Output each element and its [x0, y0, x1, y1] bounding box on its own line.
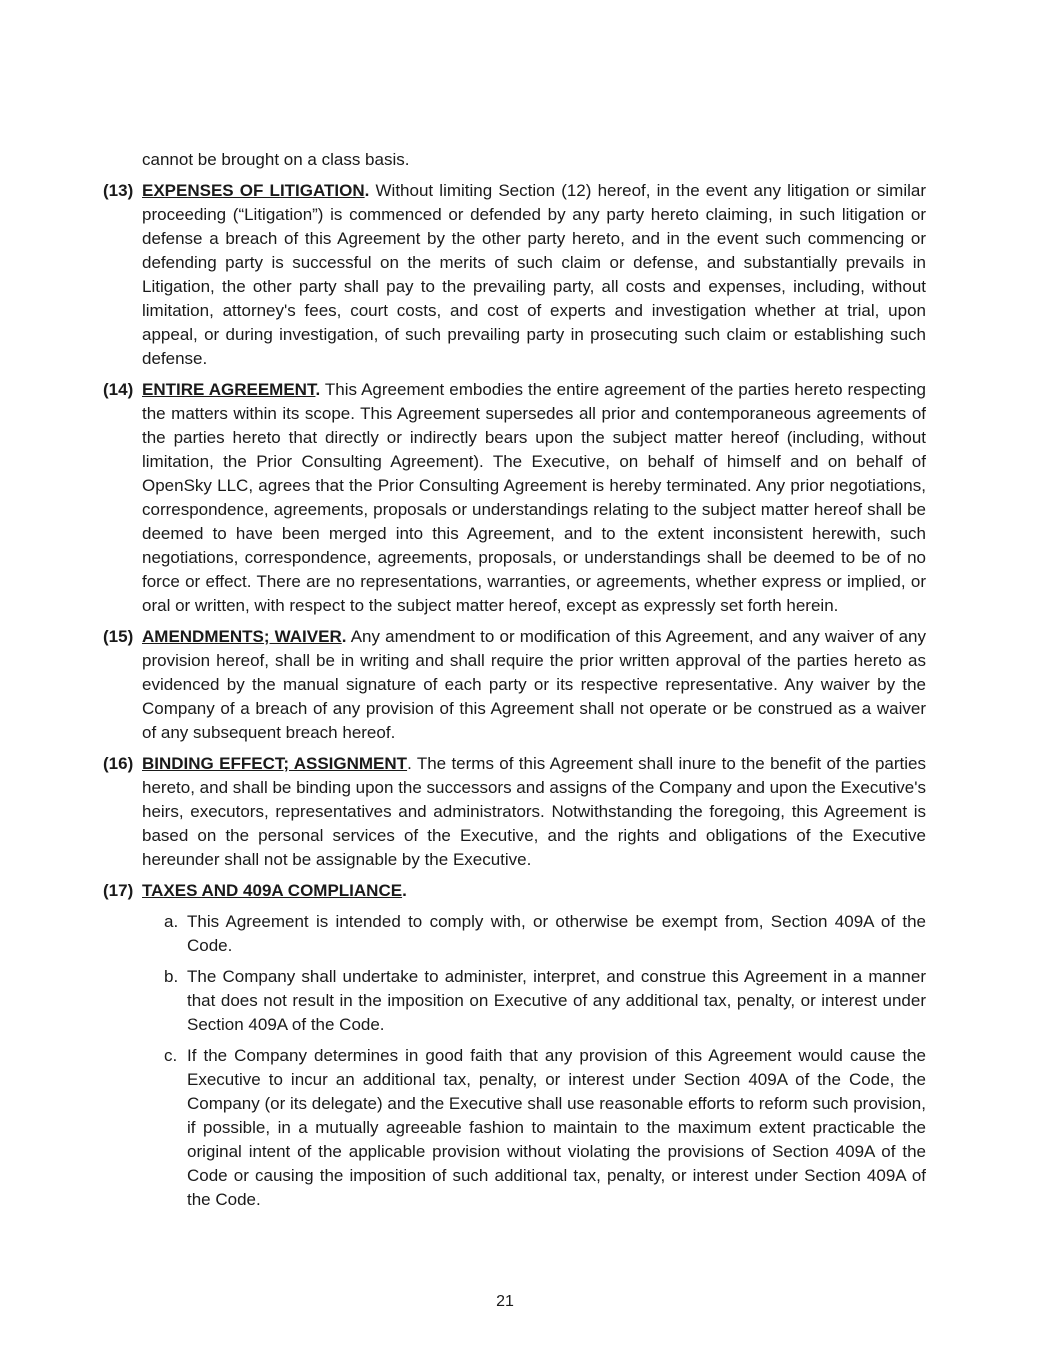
page-number: 21: [496, 1293, 514, 1310]
section-15: [103, 625, 926, 745]
section-17-subitems: [103, 910, 926, 1212]
heading-punctuation: .: [315, 380, 321, 399]
section-body: [142, 879, 926, 903]
section-16: [103, 752, 926, 872]
document-body: [103, 148, 926, 1219]
subitem-text: The Company shall undertake to administer, interpret, and construe this Agreement in a manner that does not result in the imposition on Executive of any additional tax, penalty, or interest under Section 409A of the Code.: [187, 967, 926, 1034]
section-number: (15): [103, 627, 134, 646]
section-number: (13): [103, 181, 134, 200]
section-17: [103, 879, 926, 903]
subitem-letter: a.: [164, 912, 179, 931]
subitem-letter: b.: [164, 967, 179, 986]
section-number: (14): [103, 380, 134, 399]
section-13: [103, 179, 926, 371]
section-text: Without limiting Section (12) hereof, in the event any litigation or similar proceeding (“Litigation”) is commenced or defended by any party hereto claiming, in such litigation or defense a breach of this Agreement by the other party hereto, and in the event such commencing or defending party is successful on the merits of such claim or defense, and substantially prevails in Litigation, the other party shall pay to the prevailing party, all costs and expenses, including, without limitation, attorney's fees, court costs, and cost of experts and investigation whether at trial, upon appeal, or during investigation, of such prevailing party in prosecuting such claim or establishing such defense.: [142, 181, 927, 368]
continuation-text: cannot be brought on a class basis.: [142, 150, 410, 169]
section-number: (17): [103, 881, 134, 900]
section-text: . The terms of this Agreement shall inure to the benefit of the parties hereto, and shall be binding upon the successors and assigns of the Company and upon the Executive's heirs, executors, representatives and administrators. Notwithstanding the foregoing, this Agreement is based on the personal services of the Executive, and the rights and obligations of the Executive hereunder shall not be assignable by the Executive.: [142, 754, 926, 869]
section-14: [103, 378, 926, 618]
section-heading: EXPENSES OF LITIGATION: [142, 181, 365, 200]
subitem-text: This Agreement is intended to comply with, or otherwise be exempt from, Section 409A of the Code.: [187, 912, 926, 955]
heading-punctuation: .: [402, 881, 407, 900]
section-text: Any amendment to or modification of this Agreement, and any waiver of any provision hereof, shall be in writing and shall require the prior written approval of the parties hereto as evidenced by the manual signature of each party or its respective representative. Any waiver by the Company of a breach of any provision of this Agreement shall not operate or be construed as a waiver of any subsequent breach hereof.: [142, 627, 926, 742]
section-number: (16): [103, 754, 134, 773]
section-body: [142, 179, 926, 371]
heading-punctuation: .: [364, 181, 370, 200]
subitem-b: [161, 965, 926, 1037]
subitem-c: [161, 1044, 926, 1212]
section-heading: AMENDMENTS; WAIVER: [142, 627, 342, 646]
section-body: [142, 752, 926, 872]
section-heading: BINDING EFFECT; ASSIGNMENT: [142, 754, 408, 773]
section-text: This Agreement embodies the entire agreement of the parties hereto respecting the matters within its scope. This Agreement supersedes all prior and contemporaneous agreements of the parties hereto that directly or indirectly bears upon the subject matter hereof (including, without limitation, the Prior Consulting Agreement). The Executive, on behalf of himself and on behalf of OpenSky LLC, agrees that the Prior Consulting Agreement is hereby terminated. Any prior negotiations, correspondence, agreements, proposals or understandings relating to the subject matter hereof shall be deemed to have been merged into this Agreement, and to the extent inconsistent herewith, such negotiations, correspondence, agreements, proposals, or understandings shall be deemed to be of no force or effect. There are no representations, warranties, or agreements, whether express or implied, or oral or written, with respect to the subject matter hereof, except as expressly set forth herein.: [142, 380, 926, 615]
section-heading: TAXES AND 409A COMPLIANCE: [142, 881, 403, 900]
section-body: [142, 625, 926, 745]
subitem-a: [161, 910, 926, 958]
section-body: [142, 378, 926, 618]
subitem-letter: c.: [164, 1046, 178, 1065]
section-heading: ENTIRE AGREEMENT: [142, 380, 316, 399]
heading-punctuation: .: [341, 627, 347, 646]
subitem-text: If the Company determines in good faith that any provision of this Agreement would cause the Executive to incur an additional tax, penalty, or interest under Section 409A of the Code, the Company (or its delegate) and the Executive shall use reasonable efforts to reform such provision, if possible, in a mutually agreeable fashion to maintain to the maximum extent practicable the original intent of the applicable provision without violating the provisions of Section 409A of the Code or causing the imposition of such additional tax, penalty, or interest under Section 409A of the Code.: [187, 1046, 926, 1209]
